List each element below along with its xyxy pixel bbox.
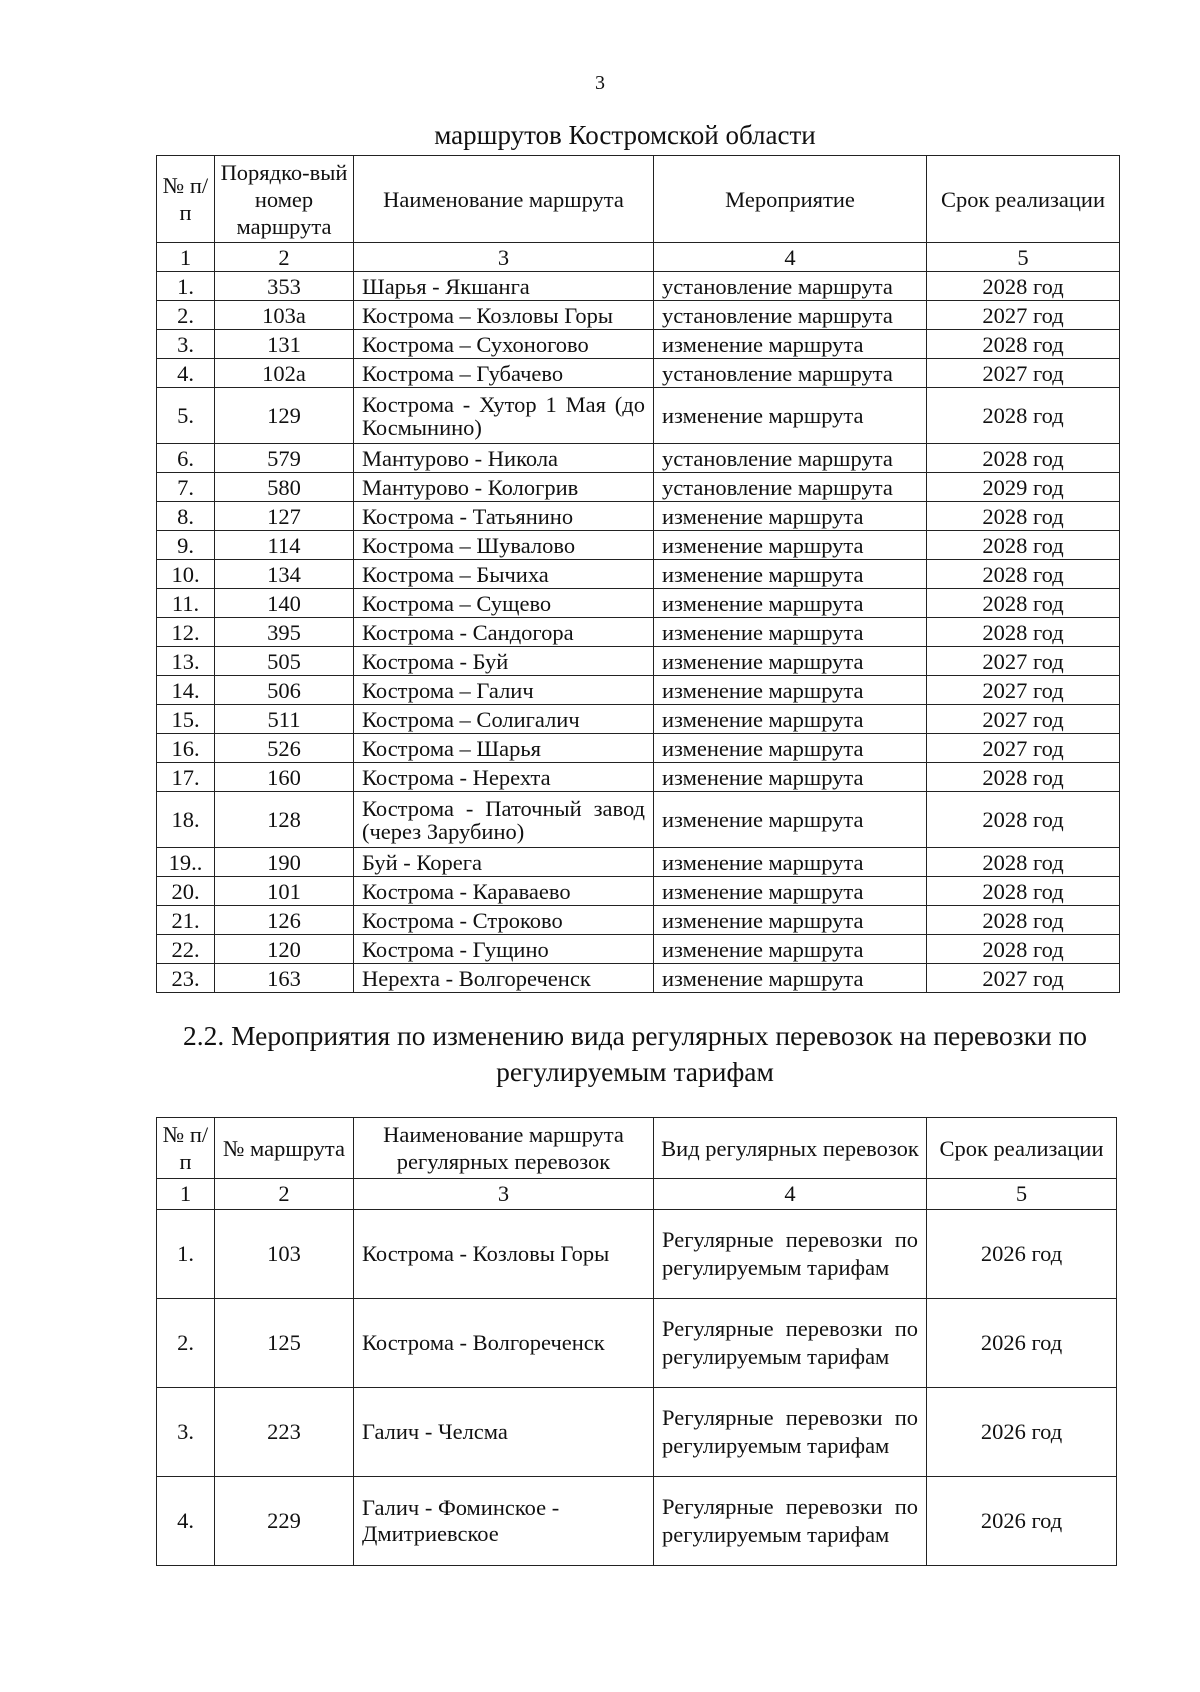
header-cell: Срок реализации <box>927 1118 1117 1179</box>
route-number: 395 <box>215 618 354 647</box>
transport-kind: Регулярные перевозки по регулируемым тарифам <box>654 1210 927 1299</box>
implementation-term: 2028 год <box>927 763 1120 792</box>
implementation-term: 2027 год <box>927 734 1120 763</box>
implementation-term: 2027 год <box>927 359 1120 388</box>
route-number: 114 <box>215 531 354 560</box>
header-cell: Порядко-вый номер маршрута <box>215 156 354 243</box>
page-number: 3 <box>595 72 605 94</box>
route-action: изменение маршрута <box>654 906 927 935</box>
implementation-term: 2028 год <box>927 444 1120 473</box>
route-number: 134 <box>215 560 354 589</box>
route-name: Кострома - Караваево <box>354 877 654 906</box>
table-row <box>157 272 1120 301</box>
route-number: 223 <box>215 1388 354 1477</box>
table-header-row <box>157 1118 1117 1179</box>
table-row <box>157 589 1120 618</box>
route-name: Кострома - Сандогора <box>354 618 654 647</box>
route-number: 131 <box>215 330 354 359</box>
row-number: 16. <box>157 734 215 763</box>
route-action: изменение маршрута <box>654 935 927 964</box>
route-name: Кострома - Нерехта <box>354 763 654 792</box>
table-row <box>157 473 1120 502</box>
route-action: изменение маршрута <box>654 792 927 848</box>
route-name: Кострома - Буй <box>354 647 654 676</box>
route-name: Кострома – Сущево <box>354 589 654 618</box>
column-number-row <box>157 243 1120 272</box>
route-number: 506 <box>215 676 354 705</box>
route-number: 120 <box>215 935 354 964</box>
implementation-term: 2028 год <box>927 531 1120 560</box>
implementation-term: 2028 год <box>927 792 1120 848</box>
route-name: Кострома – Шарья <box>354 734 654 763</box>
table-row <box>157 301 1120 330</box>
column-number: 4 <box>654 1179 927 1210</box>
route-name: Шарья - Якшанга <box>354 272 654 301</box>
implementation-term: 2027 год <box>927 705 1120 734</box>
row-number: 11. <box>157 589 215 618</box>
route-action: изменение маршрута <box>654 589 927 618</box>
implementation-term: 2028 год <box>927 560 1120 589</box>
route-name: Мантурово - Кологрив <box>354 473 654 502</box>
implementation-term: 2028 год <box>927 388 1120 444</box>
route-number: 579 <box>215 444 354 473</box>
row-number: 22. <box>157 935 215 964</box>
row-number: 21. <box>157 906 215 935</box>
implementation-term: 2026 год <box>927 1477 1117 1566</box>
section-title: 2.2. Мероприятия по изменению вида регулярных перевозок на перевозки по регулируемым тарифам <box>182 1020 1088 1087</box>
implementation-term: 2027 год <box>927 301 1120 330</box>
row-number: 3. <box>157 330 215 359</box>
row-number: 3. <box>157 1388 215 1477</box>
route-action: установление маршрута <box>654 473 927 502</box>
implementation-term: 2028 год <box>927 502 1120 531</box>
column-number-row <box>157 1179 1117 1210</box>
header-cell: Мероприятие <box>654 156 927 243</box>
implementation-term: 2026 год <box>927 1299 1117 1388</box>
route-action: изменение маршрута <box>654 531 927 560</box>
route-number: 511 <box>215 705 354 734</box>
table-row <box>157 444 1120 473</box>
route-number: 353 <box>215 272 354 301</box>
header-cell: Наименование маршрута регулярных перевозок <box>354 1118 654 1179</box>
route-number: 190 <box>215 848 354 877</box>
row-number: 15. <box>157 705 215 734</box>
route-number: 127 <box>215 502 354 531</box>
table-row <box>157 359 1120 388</box>
header-cell: Срок реализации <box>927 156 1120 243</box>
row-number: 20. <box>157 877 215 906</box>
route-action: изменение маршрута <box>654 388 927 444</box>
table-row <box>157 560 1120 589</box>
implementation-term: 2027 год <box>927 676 1120 705</box>
route-action: изменение маршрута <box>654 330 927 359</box>
route-action: изменение маршрута <box>654 560 927 589</box>
row-number: 9. <box>157 531 215 560</box>
row-number: 17. <box>157 763 215 792</box>
route-name: Кострома – Губачево <box>354 359 654 388</box>
row-number: 7. <box>157 473 215 502</box>
column-number: 1 <box>157 1179 215 1210</box>
implementation-term: 2026 год <box>927 1388 1117 1477</box>
route-name: Кострома – Шувалово <box>354 531 654 560</box>
route-action: изменение маршрута <box>654 618 927 647</box>
route-number: 101 <box>215 877 354 906</box>
table-row <box>157 330 1120 359</box>
row-number: 1. <box>157 272 215 301</box>
column-number: 3 <box>354 243 654 272</box>
table-row <box>157 705 1120 734</box>
row-number: 12. <box>157 618 215 647</box>
route-name: Кострома – Бычиха <box>354 560 654 589</box>
route-name: Кострома - Строково <box>354 906 654 935</box>
route-number: 103 <box>215 1210 354 1299</box>
route-action: установление маршрута <box>654 359 927 388</box>
route-number: 128 <box>215 792 354 848</box>
table-row <box>157 848 1120 877</box>
route-name: Буй - Корега <box>354 848 654 877</box>
row-number: 1. <box>157 1210 215 1299</box>
route-name: Кострома – Солигалич <box>354 705 654 734</box>
route-action: изменение маршрута <box>654 647 927 676</box>
column-number: 5 <box>927 243 1120 272</box>
route-name: Нерехта - Волгореченск <box>354 964 654 993</box>
row-number: 6. <box>157 444 215 473</box>
table-row <box>157 1477 1117 1566</box>
route-name: Кострома - Козловы Горы <box>354 1210 654 1299</box>
route-action: изменение маршрута <box>654 734 927 763</box>
implementation-term: 2028 год <box>927 848 1120 877</box>
route-name: Галич - Фоминское - Дмитриевское <box>354 1477 654 1566</box>
route-number: 526 <box>215 734 354 763</box>
row-number: 5. <box>157 388 215 444</box>
route-name: Галич - Челсма <box>354 1388 654 1477</box>
route-name: Кострома - Гущино <box>354 935 654 964</box>
header-cell: № маршрута <box>215 1118 354 1179</box>
table-row <box>157 1388 1117 1477</box>
transport-kind: Регулярные перевозки по регулируемым тарифам <box>654 1388 927 1477</box>
route-name: Мантурово - Никола <box>354 444 654 473</box>
route-number: 160 <box>215 763 354 792</box>
route-name: Кострома - Паточный завод (через Зарубино) <box>354 792 654 848</box>
route-number: 103а <box>215 301 354 330</box>
row-number: 2. <box>157 1299 215 1388</box>
route-action: изменение маршрута <box>654 763 927 792</box>
implementation-term: 2028 год <box>927 906 1120 935</box>
route-action: изменение маршрута <box>654 848 927 877</box>
route-number: 140 <box>215 589 354 618</box>
route-number: 129 <box>215 388 354 444</box>
column-number: 5 <box>927 1179 1117 1210</box>
route-action: изменение маршрута <box>654 676 927 705</box>
tariff-table <box>156 1117 1117 1566</box>
table-row <box>157 676 1120 705</box>
route-name: Кострома - Волгореченск <box>354 1299 654 1388</box>
implementation-term: 2028 год <box>927 618 1120 647</box>
route-number: 125 <box>215 1299 354 1388</box>
table-row <box>157 877 1120 906</box>
header-cell: № п/п <box>157 156 215 243</box>
row-number: 18. <box>157 792 215 848</box>
column-number: 3 <box>354 1179 654 1210</box>
row-number: 14. <box>157 676 215 705</box>
table-row <box>157 935 1120 964</box>
implementation-term: 2027 год <box>927 964 1120 993</box>
row-number: 23. <box>157 964 215 993</box>
route-action: изменение маршрута <box>654 705 927 734</box>
header-cell: Вид регулярных перевозок <box>654 1118 927 1179</box>
table-row <box>157 1299 1117 1388</box>
row-number: 4. <box>157 1477 215 1566</box>
table-row <box>157 734 1120 763</box>
route-number: 102а <box>215 359 354 388</box>
route-name: Кострома – Сухоногово <box>354 330 654 359</box>
route-number: 126 <box>215 906 354 935</box>
table-row <box>157 502 1120 531</box>
route-action: установление маршрута <box>654 301 927 330</box>
transport-kind: Регулярные перевозки по регулируемым тарифам <box>654 1477 927 1566</box>
table1-caption: маршрутов Костромской области <box>434 120 816 150</box>
implementation-term: 2028 год <box>927 589 1120 618</box>
table-row <box>157 531 1120 560</box>
column-number: 4 <box>654 243 927 272</box>
route-action: изменение маршрута <box>654 964 927 993</box>
row-number: 19.. <box>157 848 215 877</box>
routes-table <box>156 155 1120 993</box>
header-cell: № п/п <box>157 1118 215 1179</box>
row-number: 2. <box>157 301 215 330</box>
column-number: 2 <box>215 243 354 272</box>
table-header-row <box>157 156 1120 243</box>
route-number: 229 <box>215 1477 354 1566</box>
table-row <box>157 618 1120 647</box>
route-action: изменение маршрута <box>654 502 927 531</box>
route-action: установление маршрута <box>654 272 927 301</box>
table-row <box>157 906 1120 935</box>
column-number: 1 <box>157 243 215 272</box>
table-row <box>157 647 1120 676</box>
route-number: 580 <box>215 473 354 502</box>
table-row <box>157 792 1120 848</box>
implementation-term: 2028 год <box>927 935 1120 964</box>
header-cell: Наименование маршрута <box>354 156 654 243</box>
implementation-term: 2028 год <box>927 330 1120 359</box>
table-row <box>157 763 1120 792</box>
route-name: Кострома - Татьянино <box>354 502 654 531</box>
implementation-term: 2028 год <box>927 272 1120 301</box>
column-number: 2 <box>215 1179 354 1210</box>
implementation-term: 2028 год <box>927 877 1120 906</box>
row-number: 13. <box>157 647 215 676</box>
row-number: 8. <box>157 502 215 531</box>
route-number: 505 <box>215 647 354 676</box>
row-number: 10. <box>157 560 215 589</box>
route-name: Кострома – Галич <box>354 676 654 705</box>
route-name: Кострома – Козловы Горы <box>354 301 654 330</box>
route-action: изменение маршрута <box>654 877 927 906</box>
transport-kind: Регулярные перевозки по регулируемым тарифам <box>654 1299 927 1388</box>
implementation-term: 2029 год <box>927 473 1120 502</box>
route-number: 163 <box>215 964 354 993</box>
table-row <box>157 388 1120 444</box>
table-row <box>157 964 1120 993</box>
route-name: Кострома - Хутор 1 Мая (до Космынино) <box>354 388 654 444</box>
row-number: 4. <box>157 359 215 388</box>
implementation-term: 2026 год <box>927 1210 1117 1299</box>
implementation-term: 2027 год <box>927 647 1120 676</box>
table-row <box>157 1210 1117 1299</box>
route-action: установление маршрута <box>654 444 927 473</box>
